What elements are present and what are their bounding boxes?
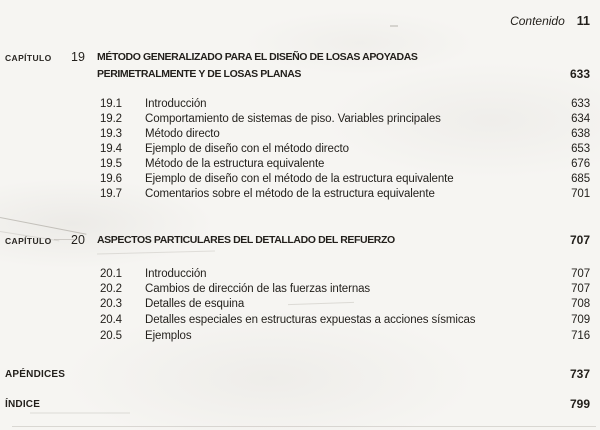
section-page: 633 bbox=[571, 98, 590, 110]
section-title: Ejemplo de diseño con el método directo bbox=[145, 143, 349, 155]
section-number: 20.5 bbox=[100, 330, 122, 342]
page-bottom-edge-line bbox=[12, 426, 596, 427]
section-title: Introducción bbox=[145, 268, 207, 280]
section-number: 20.3 bbox=[100, 298, 122, 310]
backmatter-apendices-title: APÉNDICES bbox=[5, 369, 66, 380]
chapter-19-label: CAPÍTULO bbox=[5, 53, 52, 63]
chapter-19-title-line1: MÉTODO GENERALIZADO PARA EL DISEÑO DE LOSAS APOYADAS bbox=[97, 51, 418, 63]
chapter-20-number: 20 bbox=[71, 233, 85, 247]
scan-artifact-smudge-bottom bbox=[30, 412, 130, 414]
section-page: 707 bbox=[571, 283, 590, 295]
scan-artifact-smudge-203 bbox=[288, 302, 354, 305]
chapter-20-title-line1: ASPECTOS PARTICULARES DEL DETALLADO DEL REFUERZO bbox=[97, 234, 395, 246]
section-page: 676 bbox=[571, 158, 590, 170]
chapter-20-page: 707 bbox=[569, 233, 590, 247]
section-title: Método de la estructura equivalente bbox=[145, 158, 325, 170]
section-title: Comentarios sobre el método de la estructura equivalente bbox=[145, 188, 435, 200]
section-page: 653 bbox=[571, 143, 590, 155]
section-title: Método directo bbox=[145, 128, 220, 140]
section-page: 708 bbox=[571, 298, 590, 310]
scan-artifact-dash bbox=[54, 239, 74, 240]
section-number: 20.2 bbox=[100, 283, 122, 295]
section-page: 701 bbox=[571, 188, 590, 200]
chapter-19-page: 633 bbox=[569, 67, 590, 81]
section-number: 19.1 bbox=[100, 98, 122, 110]
section-page: 709 bbox=[571, 314, 590, 326]
chapter-19-number: 19 bbox=[71, 50, 85, 64]
section-title: Cambios de dirección de las fuerzas internas bbox=[145, 283, 371, 295]
section-number: 20.1 bbox=[100, 268, 122, 280]
section-page: 638 bbox=[571, 128, 590, 140]
section-page: 707 bbox=[571, 268, 590, 280]
section-page: 634 bbox=[571, 113, 590, 125]
section-number: 20.4 bbox=[100, 314, 122, 326]
section-title: Introducción bbox=[145, 98, 207, 110]
section-number: 19.2 bbox=[100, 113, 122, 125]
section-title: Detalles de esquina bbox=[145, 298, 245, 310]
section-number: 19.7 bbox=[100, 188, 122, 200]
section-page: 716 bbox=[571, 330, 590, 342]
chapter-20-label: CAPÍTULO bbox=[5, 236, 52, 246]
section-number: 19.4 bbox=[100, 143, 122, 155]
running-header bbox=[510, 12, 590, 30]
scan-artifact-speck bbox=[390, 25, 398, 27]
running-header-page-number: 11 bbox=[576, 14, 590, 28]
section-title: Ejemplos bbox=[145, 330, 192, 342]
section-number: 19.3 bbox=[100, 128, 122, 140]
section-number: 19.6 bbox=[100, 173, 122, 185]
section-title: Ejemplo de diseño con el método de la estructura equivalente bbox=[145, 173, 454, 185]
backmatter-indice-page: 799 bbox=[569, 397, 590, 411]
section-title: Detalles especiales en estructuras expuestas a acciones sísmicas bbox=[145, 314, 476, 326]
scan-artifact-wavy-line bbox=[97, 250, 215, 254]
running-header-title: Contenido bbox=[510, 14, 565, 28]
chapter-19-title-line2: PERIMETRALMENTE Y DE LOSAS PLANAS bbox=[97, 68, 302, 80]
section-number: 19.5 bbox=[100, 158, 122, 170]
section-title: Comportamiento de sistemas de piso. Variables principales bbox=[145, 113, 441, 125]
section-page: 685 bbox=[571, 173, 590, 185]
backmatter-indice-title: ÍNDICE bbox=[5, 399, 41, 410]
backmatter-apendices-page: 737 bbox=[569, 367, 590, 381]
